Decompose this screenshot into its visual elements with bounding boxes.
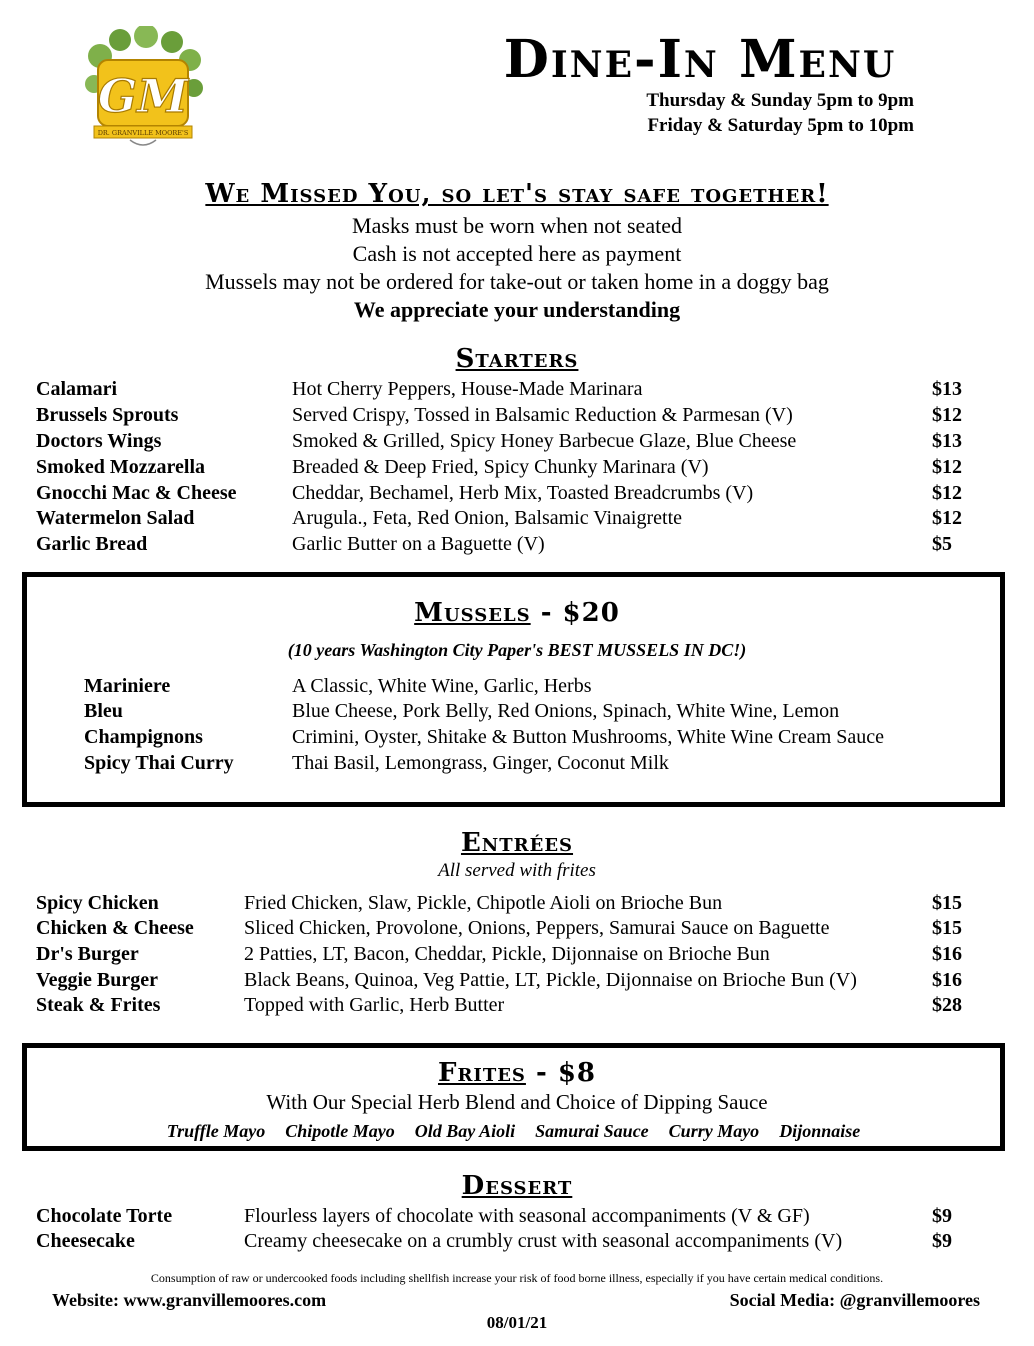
item-price: $9: [932, 1230, 952, 1252]
item-desc: Crimini, Oyster, Shitake & Button Mushrooms, White Wine Cream Sauce: [292, 726, 885, 748]
frites-heading-text: Frites: [437, 1058, 526, 1088]
notice-line-1: Masks must be worn when not seated: [352, 213, 682, 238]
item-desc: Garlic Butter on a Baguette (V): [292, 533, 545, 555]
item-desc: Topped with Garlic, Herb Butter: [244, 994, 505, 1016]
page-title: Dine-In Menu: [503, 29, 897, 90]
logo-monogram: GM: [97, 69, 189, 123]
item-name: Steak & Frites: [36, 994, 161, 1016]
item-name: Veggie Burger: [36, 969, 159, 991]
restaurant-logo: [80, 26, 206, 152]
mussels-price: - $20: [530, 598, 620, 628]
item-name: Smoked Mozzarella: [36, 456, 206, 478]
item-price: $5: [932, 533, 952, 555]
hours-line-1: Thursday & Sunday 5pm to 9pm: [646, 90, 914, 111]
sauce-list: [22, 1121, 1005, 1142]
item-desc: Fried Chicken, Slaw, Pickle, Chipotle Aioli on Brioche Bun: [244, 892, 723, 914]
item-name: Spicy Chicken: [36, 892, 159, 914]
social-media-handle[interactable]: Social Media: @granvillemoores: [729, 1290, 980, 1310]
item-name: Doctors Wings: [36, 430, 162, 452]
item-name: Chicken & Cheese: [36, 917, 194, 939]
item-name: Brussels Sprouts: [36, 404, 179, 426]
item-name: Chocolate Torte: [36, 1205, 173, 1227]
item-desc: Creamy cheesecake on a crumbly crust with seasonal accompaniments (V): [244, 1230, 843, 1252]
item-price: $12: [932, 404, 962, 426]
item-price: $12: [932, 507, 962, 529]
item-price: $13: [932, 430, 962, 452]
item-desc: Served Crispy, Tossed in Balsamic Reduction & Parmesan (V): [292, 404, 793, 426]
item-name: Cheesecake: [36, 1230, 135, 1252]
item-desc: Hot Cherry Peppers, House-Made Marinara: [292, 378, 643, 400]
item-desc: Smoked & Grilled, Spicy Honey Barbecue Glaze, Blue Cheese: [292, 430, 797, 452]
mussels-heading-text: Mussels: [414, 598, 531, 628]
website-link[interactable]: Website: www.granvillemoores.com: [52, 1290, 327, 1310]
sauce-item: Chipotle Mayo: [285, 1121, 395, 1141]
item-desc: Sliced Chicken, Provolone, Onions, Peppers, Samurai Sauce on Baguette: [244, 917, 830, 939]
item-desc: A Classic, White Wine, Garlic, Herbs: [292, 675, 592, 697]
item-price: $16: [932, 969, 962, 991]
item-desc: Flourless layers of chocolate with seasonal accompaniments (V & GF): [244, 1205, 810, 1227]
item-desc: Breaded & Deep Fried, Spicy Chunky Marinara (V): [292, 456, 709, 478]
item-desc: Blue Cheese, Pork Belly, Red Onions, Spinach, White Wine, Lemon: [292, 700, 840, 722]
item-name: Garlic Bread: [36, 533, 148, 555]
item-name: Champignons: [84, 726, 203, 748]
item-desc: 2 Patties, LT, Bacon, Cheddar, Pickle, Dijonnaise on Brioche Bun: [244, 943, 770, 965]
dessert-heading: Dessert: [461, 1171, 573, 1201]
frites-price: - $8: [525, 1058, 597, 1088]
sauce-item: Truffle Mayo: [166, 1121, 266, 1141]
item-name: Mariniere: [84, 675, 171, 697]
item-desc: Cheddar, Bechamel, Herb Mix, Toasted Breadcrumbs (V): [292, 482, 754, 504]
item-price: $9: [932, 1205, 952, 1227]
item-price: $28: [932, 994, 962, 1016]
item-name: Calamari: [36, 378, 118, 400]
mussels-heading: [0, 598, 1034, 628]
sauce-item: Old Bay Aioli: [414, 1121, 516, 1141]
item-price: $12: [932, 482, 962, 504]
item-name: Dr's Burger: [36, 943, 139, 965]
item-name: Bleu: [84, 700, 123, 722]
sauce-item: Curry Mayo: [668, 1121, 760, 1141]
logo-caption: DR. GRANVILLE MOORE'S: [97, 129, 189, 137]
item-name: Gnocchi Mac & Cheese: [36, 482, 237, 504]
item-price: $16: [932, 943, 962, 965]
notice-line-2: Cash is not accepted here as payment: [352, 241, 682, 266]
frites-heading: [0, 1058, 1034, 1088]
entrees-subheading: All served with frites: [438, 860, 596, 881]
item-price: $15: [932, 917, 962, 939]
item-desc: Black Beans, Quinoa, Veg Pattie, LT, Pickle, Dijonnaise on Brioche Bun (V): [244, 969, 857, 991]
mussels-award-note: (10 years Washington City Paper's BEST MUSSELS IN DC!): [287, 640, 747, 660]
starters-heading: Starters: [455, 344, 579, 374]
sauce-item: Samurai Sauce: [535, 1121, 649, 1141]
frites-description: With Our Special Herb Blend and Choice of Dipping Sauce: [266, 1090, 768, 1114]
notice-line-3: Mussels may not be ordered for take-out or taken home in a doggy bag: [205, 269, 829, 294]
item-price: $13: [932, 378, 962, 400]
item-price: $15: [932, 892, 962, 914]
item-desc: Arugula., Feta, Red Onion, Balsamic Vinaigrette: [292, 507, 683, 529]
item-name: Spicy Thai Curry: [84, 752, 234, 774]
safety-heading: We Missed You, so let's stay safe together!: [205, 179, 829, 209]
item-price: $12: [932, 456, 962, 478]
item-desc: Thai Basil, Lemongrass, Ginger, Coconut Milk: [292, 752, 669, 774]
hours-line-2: Friday & Saturday 5pm to 10pm: [647, 115, 914, 136]
entrees-heading: Entrées: [460, 828, 574, 858]
sauce-item: Dijonnaise: [779, 1121, 861, 1141]
notice-line-4: We appreciate your understanding: [353, 297, 681, 322]
health-disclaimer: Consumption of raw or undercooked foods including shellfish increase your risk of food borne illness, especially if you have certain medical conditions.: [150, 1271, 884, 1285]
item-name: Watermelon Salad: [36, 507, 195, 529]
menu-date: 08/01/21: [486, 1313, 548, 1332]
